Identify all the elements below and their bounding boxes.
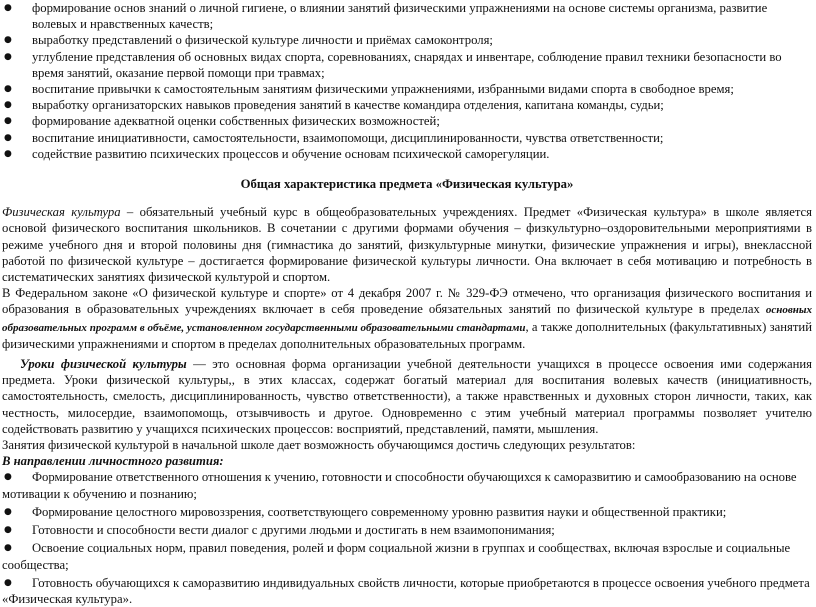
- bullet-icon: ●: [4, 525, 12, 536]
- bullet-icon: ●: [4, 506, 12, 517]
- list-item: ● выработку организаторских навыков проведения занятий в качестве командира отделения, капитана команды, судьи;: [4, 98, 664, 113]
- top-bullet-list: [2, 0, 812, 162]
- bold-italic-term: Уроки физической культуры: [20, 357, 187, 372]
- list-item: ● Готовности и способности вести диалог с другими людьми и достигать в нем взаимопонимания;: [4, 523, 555, 538]
- section-heading: Общая характеристика предмета «Физическая культура»: [240, 177, 574, 192]
- subheading-personal: В направлении личностного развития:: [2, 454, 224, 469]
- bottom-bullet-list: [2, 469, 812, 607]
- list-item: ● Готовность обучающихся к саморазвитию индивидуальных свойств личности, которые приобретаются в процессе освоения учебного предмета «Физическая культура».: [2, 575, 810, 606]
- emphasis-text: основных образовательных программ в объёме, установленном государственными образовательными стандартами: [2, 304, 812, 334]
- list-item: ● Освоение социальных норм, правил поведения, ролей и форм социальной жизни в группах и сообществах, включая взрослые и социальные сообщества;: [2, 541, 791, 572]
- bullet-icon: ●: [4, 577, 12, 588]
- bullet-icon: ●: [4, 148, 12, 159]
- bullet-icon: ●: [4, 51, 12, 62]
- bullet-icon: ●: [4, 543, 12, 554]
- list-item: ● Формирование целостного мировоззрения, соответствующего современному уровню развития науки и общественной практики;: [4, 504, 727, 519]
- paragraph-definition: Физическая культура – обязательный учебный курс в общеобразовательных учреждениях. Предмет «Физическая культура» в школе является основой физического воспитания школьников. В сочетании с другими формами обучения – физкультурно–оздоровительными мероприятиями в режиме учебного дня и второй половины дня (гимнастика до занятий, физкультурные минутки, физические упражнения и игры), внеклассной работой по физической культуре – достигается формирование физической культуры личности. Она включает в себя мотивацию и потребность в систематических занятиях физической культурой и спортом.: [2, 205, 812, 285]
- bullet-icon: ●: [4, 116, 12, 127]
- list-item: ● Формирование ответственного отношения к учению, готовности и способности обучающихся к саморазвитию и самообразованию на основе мотивации к обучению и познанию;: [2, 470, 797, 501]
- paragraph-federal-law: В Федеральном законе «О физической культуре и спорте» от 4 декабря 2007 г. № 329-ФЭ отмечено, что организация физического воспитания и образования в образовательных учреждениях включает в себя проведение обязательных занятий по физической культуре в пределах основных образовательных программ в объёме, установленном государственными образовательными стандартами, а также дополнительных (факультативных) занятий физическими упражнениями и спортом в пределах дополнительных образовательных программ.: [2, 286, 812, 351]
- bullet-icon: ●: [4, 472, 12, 483]
- bullet-icon: ●: [4, 84, 12, 95]
- bullet-icon: ●: [4, 100, 12, 111]
- paragraph-results: Занятия физической культурой в начальной школе дает возможность обучающимся достичь следующих результатов:: [2, 438, 636, 453]
- list-item: ● формирование адекватной оценки собственных физических возможностей;: [4, 114, 440, 129]
- list-item: ● воспитание привычки к самостоятельным занятиям физическими упражнениями, избранными видами спорта в свободное время;: [4, 82, 734, 97]
- list-item: ● формирование основ знаний о личной гигиене, о влиянии занятий физическими упражнениями на основе системы организма, развитие волевых и нравственных качеств;: [4, 1, 768, 32]
- list-item: ● содействие развитию психических процессов и обучение основам психической саморегуляции.: [4, 146, 550, 161]
- bullet-icon: ●: [4, 132, 12, 143]
- bullet-icon: ●: [4, 3, 12, 13]
- list-item: ● воспитание инициативности, самостоятельности, взаимопомощи, дисциплинированности, чувства ответственности;: [4, 130, 664, 145]
- paragraph-lessons: Уроки физической культуры — это основная форма организации учебной деятельности учащихся в процессе освоения ими содержания предмета. Уроки физической культуры,, в этих классах, содержат богатый материал для воспитания волевых качеств (инициативность, самостоятельность, смелость, дисциплинированность, чувство ответственности), а также нравственных и духовных сторон личности, таких, как честность, милосердие, взаимопомощь, отзывчивость и другое. Одновременно с этим учебный материал программы позволяет учителю содействовать развитию у учащихся психических процессов: восприятий, представлений, памяти, мышления.: [2, 357, 812, 436]
- list-item: ● углубление представления об основных видах спорта, соревнованиях, снарядах и инвентаре, соблюдение правил техники безопасности во время занятий, оказание первой помощи при травмах;: [4, 49, 782, 80]
- italic-term: Физическая культура: [2, 205, 121, 220]
- list-item: ● выработку представлений о физической культуре личности и приёмах самоконтроля;: [4, 33, 493, 48]
- bullet-icon: ●: [4, 35, 12, 46]
